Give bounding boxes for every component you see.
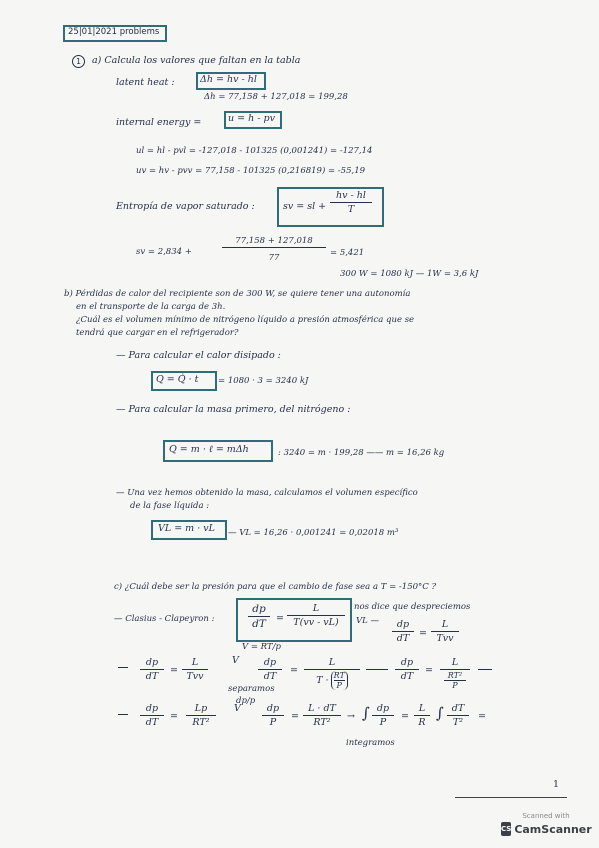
row2-eq4: =: [478, 711, 486, 722]
scanner-brand: [501, 822, 591, 836]
row2-e-den: P: [379, 717, 387, 728]
row2-e-num: dp: [376, 703, 390, 714]
row2-f-num: L: [418, 703, 426, 714]
row2-g-den: T²: [452, 717, 464, 728]
row1-f-den-num: RT²: [447, 671, 463, 680]
row1-f-den-den: P: [452, 681, 458, 690]
mass-label: — Para calcular la masa primero, del nitrógeno :: [116, 404, 351, 415]
row2-frac-f: [414, 703, 430, 728]
internal-energy-formula: u = h - pv: [228, 113, 275, 124]
row2-a-den: dT: [145, 717, 159, 728]
power-side-note: 300 W = 1080 kJ — 1W = 3,6 kJ: [340, 269, 479, 279]
row1-frac-c: [258, 657, 282, 682]
row2-frac-d: [303, 703, 341, 728]
row1-a-den: dT: [145, 671, 159, 682]
volume-label-1: — Una vez hemos obtenido la masa, calculamos el volumen específico: [116, 488, 418, 498]
row2-arrow: →: [347, 711, 355, 722]
row1-b-num: L: [191, 657, 199, 668]
row2-integral-2: ∫: [436, 704, 444, 722]
row2-d-den: RT²: [313, 717, 331, 728]
mass-result: : 3240 = m · 199,28 —— m = 16,26 kg: [278, 448, 445, 458]
row2-c-num: dp: [266, 703, 280, 714]
page-number: 1: [553, 779, 560, 790]
row1-frac-d: [304, 657, 360, 690]
entropy-label: Entropía de vapor saturado :: [116, 201, 255, 212]
row1-d-den-den: P: [336, 681, 342, 690]
row1-d-den-num: RT: [333, 671, 345, 680]
cc-right-num: L: [312, 603, 320, 614]
row1-v: V: [232, 655, 239, 666]
latent-heat-formula: Δh = hv - hl: [200, 74, 257, 85]
latent-heat-result: Δh = 77,158 + 127,018 = 199,28: [204, 92, 348, 102]
entropy-fraction: [330, 190, 372, 215]
problem-number: 1: [72, 55, 85, 68]
cc-simpl-left-num: dp: [396, 619, 410, 630]
row2-eq1: =: [170, 711, 178, 722]
row1-e-num: dp: [400, 657, 414, 668]
entropy-fraction-den: T: [347, 204, 355, 215]
heat-formula: Q = Q̇ · t: [156, 374, 199, 385]
row2-eq2: =: [291, 711, 299, 722]
sv-left: sv = 2,834 +: [136, 247, 192, 257]
sv-fraction: [222, 236, 326, 263]
latent-heat-label: latent heat :: [116, 77, 175, 88]
cc-simpl-right-den: Tvv: [436, 633, 454, 644]
row2-frac-a: [140, 703, 164, 728]
part-b-line-4: tendrá que cargar en el refrigerador?: [76, 328, 239, 338]
part-b-line-2: en el transporte de la carga de 3h.: [76, 302, 226, 312]
cc-simplified-equals: =: [419, 628, 427, 639]
row2-b-num: Lp: [194, 703, 208, 714]
row2-a-num: dp: [145, 703, 159, 714]
cc-right-fraction: [287, 603, 345, 628]
row1-frac-f: [440, 657, 470, 690]
row2-b-den: RT²: [192, 717, 210, 728]
row1-f-num: L: [451, 657, 459, 668]
row2-frac-c: [262, 703, 284, 728]
sv-result: = 5,421: [330, 248, 365, 258]
sv-fraction-num: 77,158 + 127,018: [235, 236, 313, 246]
row1-b-den: Tvv: [186, 671, 204, 682]
scanner-caption: Scanned with: [522, 812, 570, 820]
scanner-name: CamScanner: [514, 822, 592, 836]
row2-c-den: P: [269, 717, 277, 728]
cc-left-num: dp: [252, 603, 266, 615]
row2-frac-b: [186, 703, 216, 728]
cc-right-den: T(vv - vL): [293, 617, 339, 628]
separamos-label: separamos: [228, 684, 275, 694]
cc-left-den: dT: [252, 618, 266, 630]
row2-f-den: R: [418, 717, 426, 728]
part-b-line-1: b) Pérdidas de calor del recipiente son de 300 W, se quiere tener una autonomía: [64, 289, 411, 299]
row2-frac-e: [372, 703, 394, 728]
cc-note-vl: VL —: [356, 616, 379, 626]
row1-d-num: L: [328, 657, 336, 668]
volume-label-2: de la fase líquida :: [130, 501, 210, 511]
row2-dash: [118, 714, 128, 715]
cc-simplified-right: [431, 619, 459, 644]
cc-equals: =: [276, 613, 284, 624]
row1-c-den: dT: [263, 671, 277, 682]
row1-arrow-2: [478, 669, 492, 670]
row1-eq3: =: [425, 665, 433, 676]
cc-left-fraction: [248, 603, 270, 630]
row1-frac-b: [182, 657, 208, 682]
row1-f-den: [440, 671, 470, 690]
row1-c-num: dp: [263, 657, 277, 668]
row2-v: V: [234, 703, 241, 714]
volume-result: — VL = 16,26 · 0,001241 = 0,02018 m³: [228, 528, 399, 538]
cc-simpl-left-den: dT: [396, 633, 410, 644]
row1-a-num: dp: [145, 657, 159, 668]
clausius-label: — Clasius - Clapeyron :: [114, 614, 215, 624]
part-b-line-3: ¿Cuál es el volumen mínimo de nitrógeno líquido a presión atmosférica que se: [76, 315, 415, 325]
row1-e-den: dT: [400, 671, 414, 682]
sv-fraction-den: 77: [268, 253, 280, 263]
row2-g-num: dT: [451, 703, 465, 714]
cc-note: nos dice que despreciemos: [354, 602, 471, 612]
camscanner-logo-icon: CS: [501, 822, 511, 836]
heat-result: = 1080 · 3 = 3240 kJ: [218, 376, 309, 386]
row1-d-den: [304, 671, 360, 690]
volume-formula: VL = m · vL: [158, 523, 215, 534]
row1-frac-e: [395, 657, 419, 682]
row1-arrow-1: [366, 669, 388, 670]
row2-d-num: L · dT: [308, 703, 336, 714]
mass-formula: Q = m · ℓ = mΔh: [169, 444, 249, 455]
row2-integral-1: ∫: [362, 704, 370, 722]
ideal-gas-note: V = RT/p: [242, 642, 281, 652]
row1-d-den-prefix: T ·: [316, 675, 329, 686]
row1-dash: [118, 667, 128, 668]
part-c-title: c) ¿Cuál debe ser la presión para que el cambio de fase sea a T = -150°C ?: [114, 582, 437, 592]
entropy-fraction-num: hv - hl: [336, 190, 366, 201]
date-label: 25|01|2021 problems: [68, 27, 160, 37]
entropy-formula-left: sv = sl +: [283, 201, 327, 212]
row1-frac-a: [140, 657, 164, 682]
integramos-label: integramos: [346, 738, 395, 748]
camscanner-watermark: [501, 812, 591, 842]
uv-line: uv = hv - pvv = 77,158 - 101325 (0,216819) = -55,19: [136, 166, 366, 176]
dp-over-p-label: dp/p: [236, 696, 256, 706]
row2-eq3: =: [401, 711, 409, 722]
row2-frac-g: [447, 703, 469, 728]
row1-eq2: =: [290, 665, 298, 676]
part-a-title: a) Calcula los valores que faltan en la tabla: [92, 55, 301, 66]
internal-energy-label: internal energy =: [116, 117, 202, 128]
cc-simplified-left: [392, 619, 414, 644]
ul-line: ul = hl - pvl = -127,018 - 101325 (0,001241) = -127,14: [136, 146, 373, 156]
cc-simpl-right-num: L: [441, 619, 449, 630]
heat-label: — Para calcular el calor disipado :: [116, 350, 281, 361]
footer-rule: [455, 797, 567, 798]
row1-eq1: =: [170, 665, 178, 676]
